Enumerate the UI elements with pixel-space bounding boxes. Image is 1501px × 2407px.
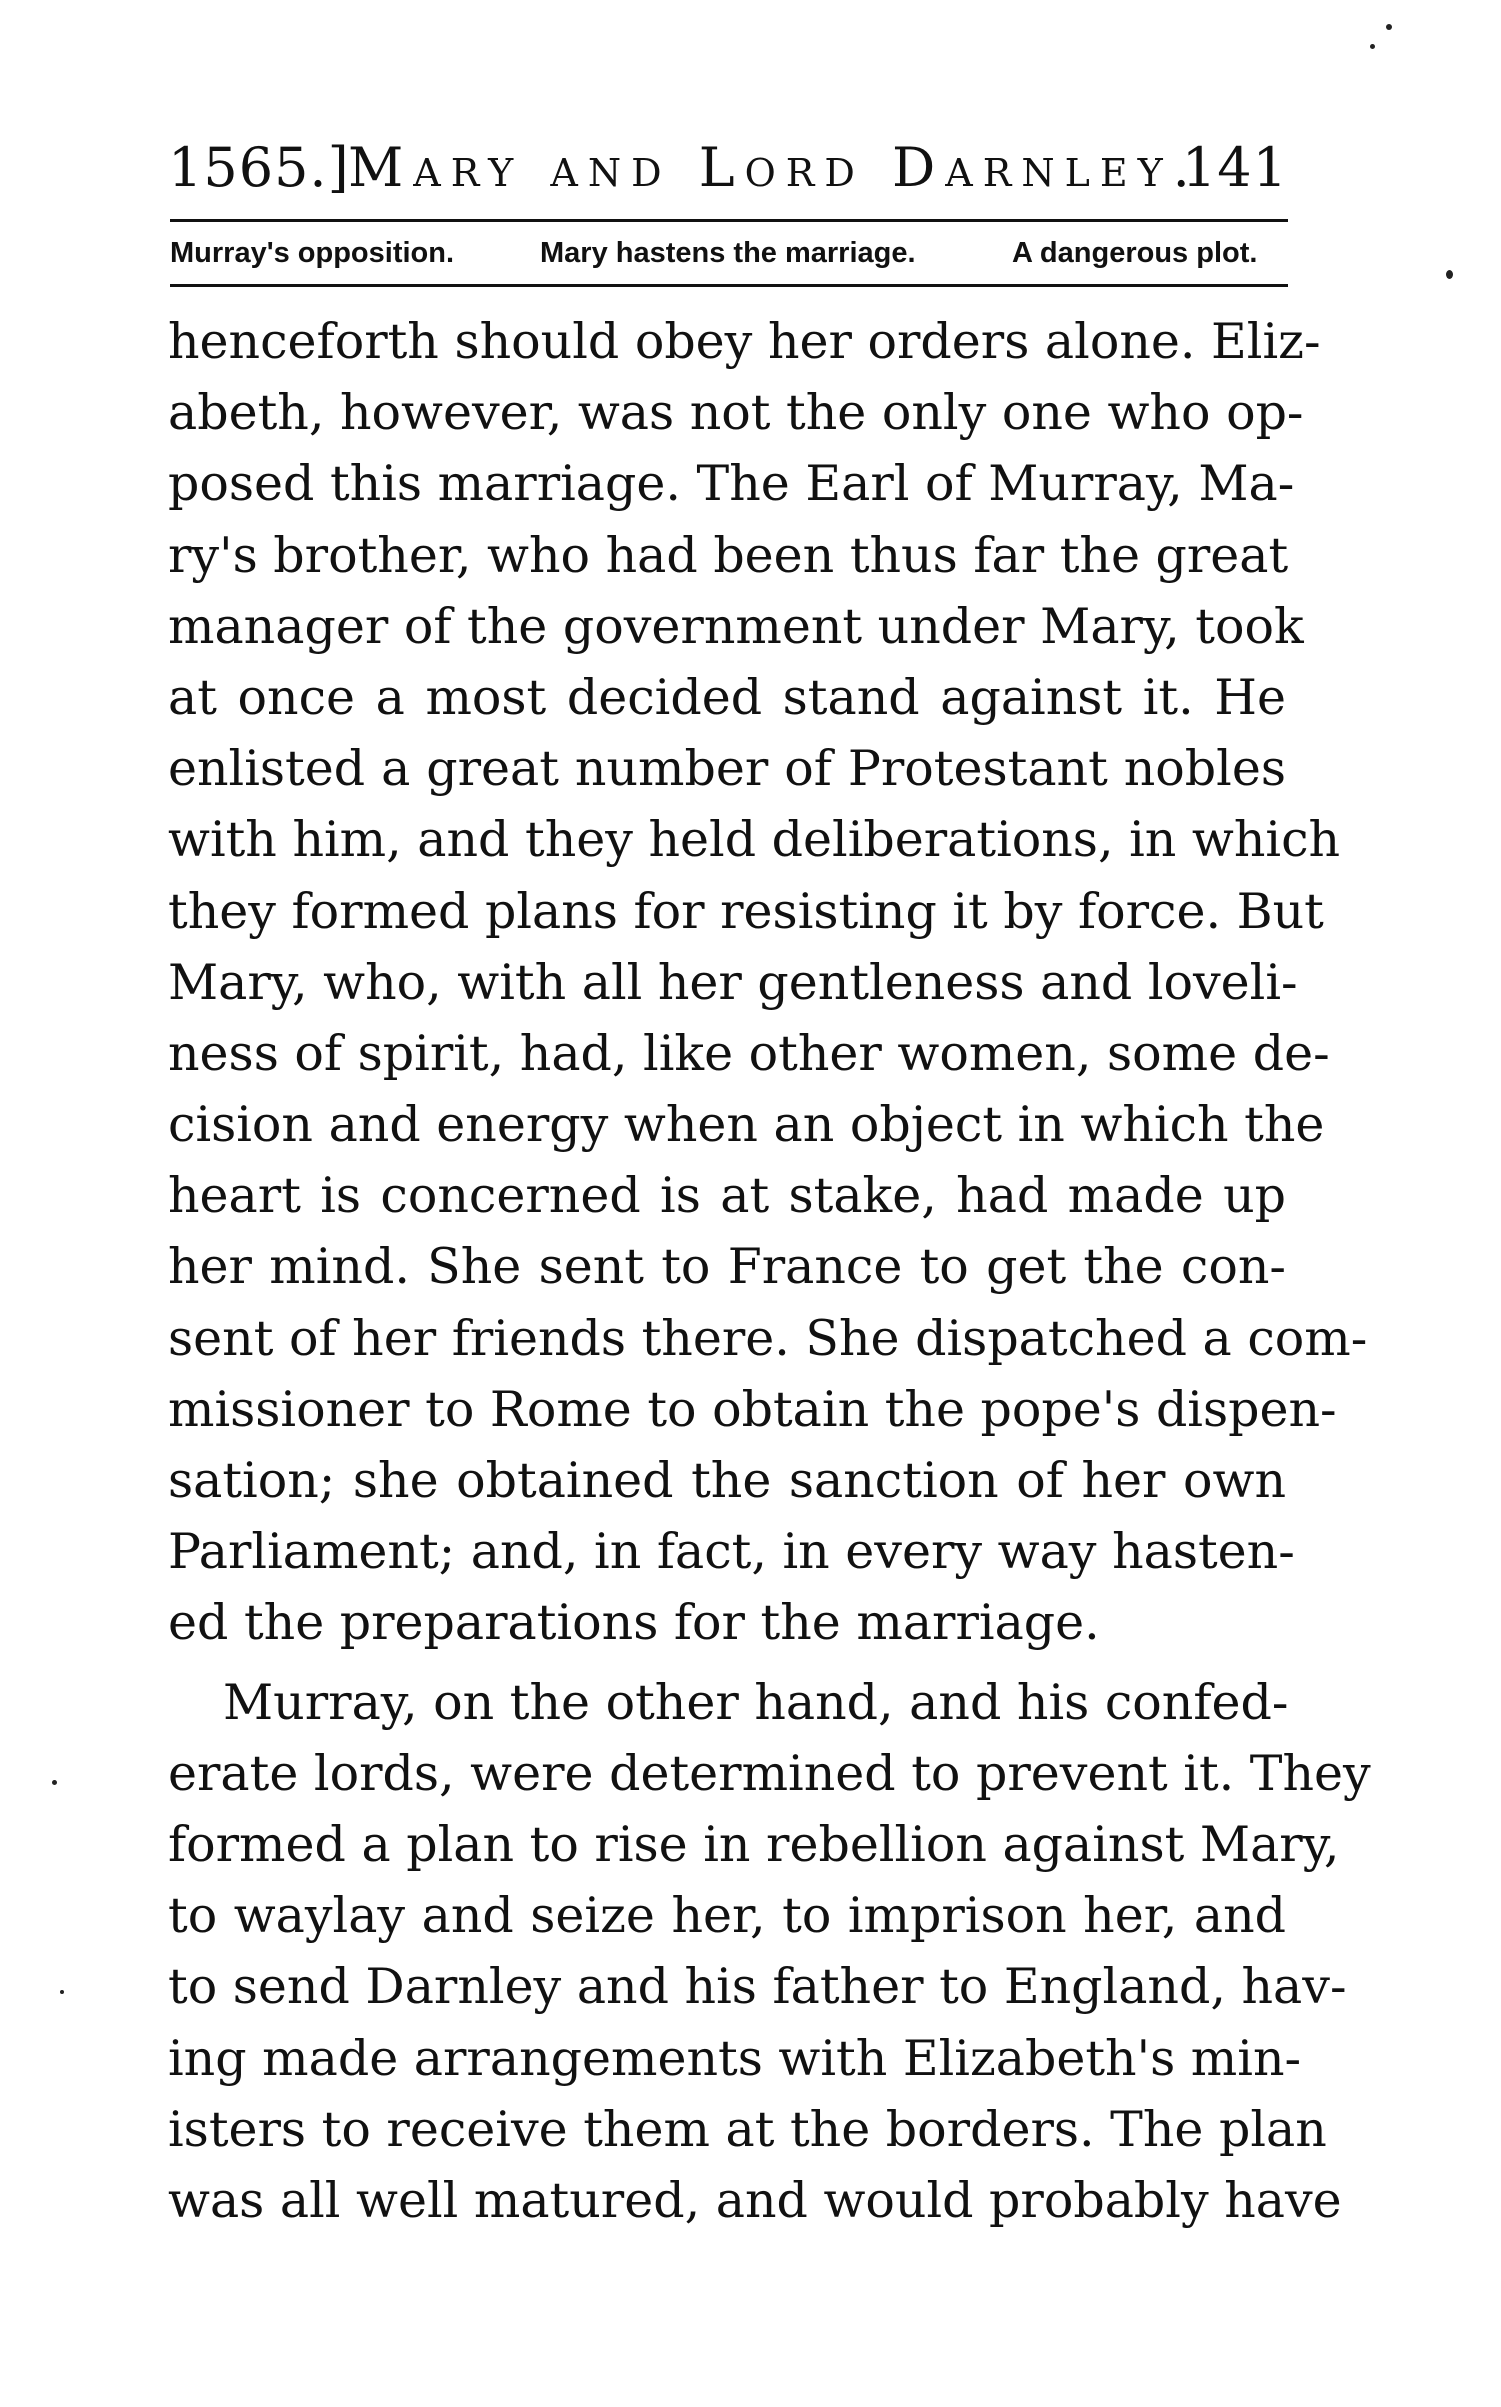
text-line: her mind. She sent to France to get the con- [168,1238,1286,1296]
text-line: ness of spirit, had, like other women, some de- [168,1024,1330,1082]
body-text [168,306,1371,2236]
text-line: with him, and they held deliberations, in which [168,811,1341,869]
text-line: ing made arrangements with Elizabeth's min- [168,2029,1302,2087]
text-line: at once a most decided stand against it. He [168,668,1286,726]
text-line: Mary, who, with all her gentleness and loveli- [168,953,1298,1011]
text-line: cision and energy when an object in which the [168,1096,1325,1154]
text-line: formed a plan to rise in rebellion against Mary, [168,1815,1340,1873]
paragraph-gap [168,1659,1286,1667]
text-line: ed the preparations for the marriage. [168,1594,1100,1652]
text-line: henceforth should obey her orders alone. Eliz- [168,313,1321,370]
section-heads [170,228,1288,278]
running-head [168,128,1288,208]
print-speck [52,1780,57,1785]
section-head-murray-opposition: Murray's opposition. [170,237,455,269]
text-line: isters to receive them at the borders. The plan [168,2100,1327,2158]
text-line: to send Darnley and his father to England, hav- [168,1958,1347,2016]
paragraph-2 [168,1667,1371,2237]
text-line: ry's brother, who had been thus far the great [168,526,1289,584]
print-speck [1386,24,1392,30]
section-head-dangerous-plot: A dangerous plot. [1012,237,1258,269]
text-line: abeth, however, was not the only one who op- [168,384,1304,442]
text-line: to waylay and seize her, to imprison her, and [168,1887,1286,1945]
print-speck [1446,270,1453,279]
text-line: enlisted a great number of Protestant nobles [168,740,1286,798]
text-line: was all well matured, and would probably have [168,2171,1342,2229]
text-line: Murray, on the other hand, and his confed- [223,1673,1289,1731]
page-number: 141 [1181,136,1288,199]
text-line: sation; she obtained the sanction of her own [168,1452,1286,1509]
text-line: missioner to Rome to obtain the pope's dispen- [168,1380,1337,1438]
text-line: manager of the government under Mary, took [168,597,1304,655]
header-rule-top [170,219,1288,222]
section-head-mary-hastens: Mary hastens the marriage. [540,237,916,269]
text-line: they formed plans for resisting it by force. But [168,882,1324,940]
header-title: Mary and Lord Darnley. [348,136,1200,199]
text-line: sent of her friends there. She dispatched a com- [168,1309,1368,1367]
text-line: Parliament; and, in fact, in every way hasten- [168,1523,1295,1581]
header-year: 1565.] [168,136,350,199]
print-speck [60,1990,64,1994]
text-line: erate lords, were determined to prevent it. They [168,1744,1371,1802]
text-line: heart is concerned is at stake, had made up [168,1167,1286,1225]
text-line: posed this marriage. The Earl of Murray, Ma- [168,455,1295,513]
header-rule-bottom [170,284,1288,287]
paragraph-1 [168,306,1368,1659]
print-speck [1370,44,1375,49]
